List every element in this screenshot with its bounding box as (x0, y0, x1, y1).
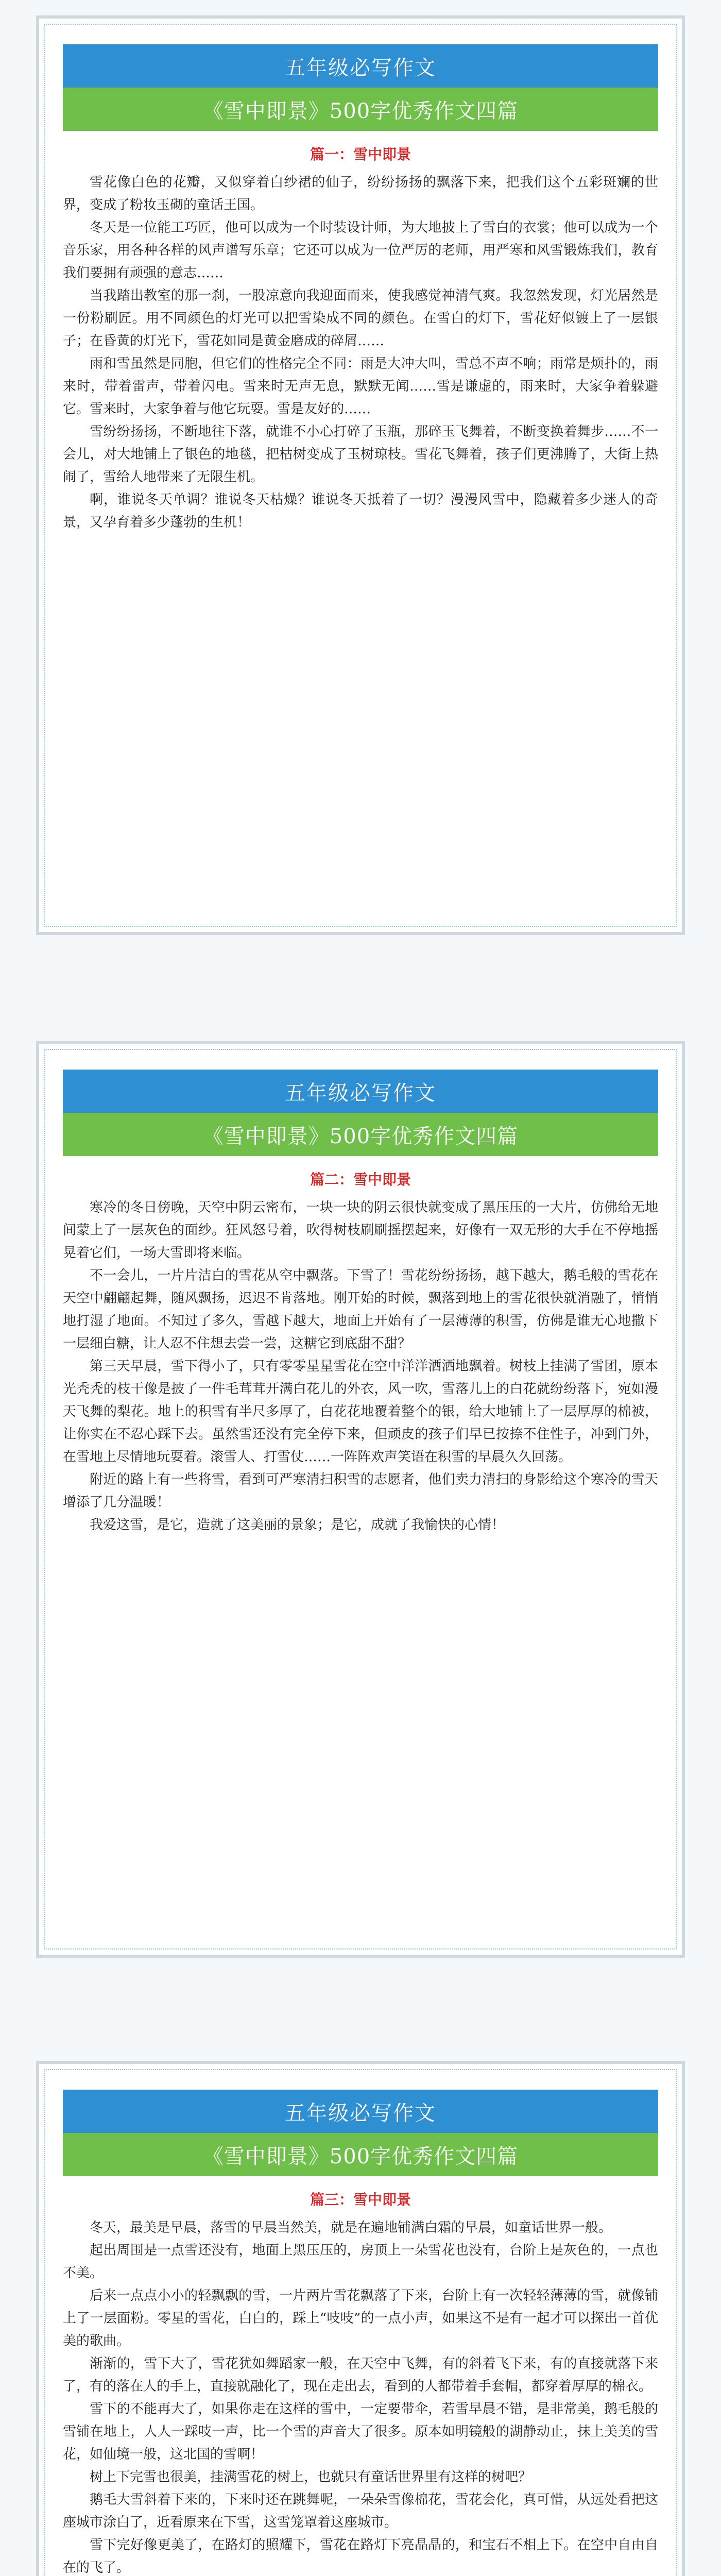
essay-card-2 (36, 1041, 685, 1958)
paragraph: 雨和雪虽然是同胞，但它们的性格完全不同：雨是大冲大叫，雪总不声不响；雨常是烦扑的，雨来时，带着雷声，带着闪电。雪来时无声无息，默默无闻……雪是谦虚的，雨来时，大家争着躲避它。雪来时，大家争着与他它玩耍。雪是友好的…… (63, 356, 658, 417)
paragraph: 不一会儿，一片片洁白的雪花从空中飘落。下雪了！雪花纷纷扬扬，越下越大，鹅毛般的雪花在天空中翩翩起舞，随风飘扬，迟迟不肯落地。刚开始的时候，飘落到地上的雪花很快就消融了，悄悄地打湿了地面。不知过了多久，雪越下越大，地面上开始有了一层薄薄的积雪，仿佛是谁无心地撒下一层细白糖，让人忍不住想去尝一尝，这糖它到底甜不甜？ (63, 1268, 658, 1351)
banner-grade-title: 五年级必写作文 (63, 2090, 658, 2133)
paragraph: 啊，谁说冬天单调？谁说冬天枯燥？谁说冬天抵着了一切？漫漫风雪中，隐藏着多少迷人的奇景，又孕育着多少蓬勃的生机！ (63, 492, 658, 530)
banner-essay-collection-title: 《雪中即景》500字优秀作文四篇 (63, 2133, 658, 2176)
paragraph: 树上下完雪也很美，挂满雪花的树上，也就只有童话世界里有这样的树吧？ (90, 2469, 532, 2485)
banner-grade-title: 五年级必写作文 (63, 44, 658, 88)
essay-card-1 (36, 15, 685, 935)
paragraph: 附近的路上有一些将雪，看到可严寒清扫积雪的志愿者，他们卖力清扫的身影给这个寒冷的雪天增添了几分温暖！ (63, 1472, 658, 1510)
essay-card-3 (36, 2061, 685, 2576)
paragraph: 雪下的不能再大了，如果你走在这样的雪中，一定要带伞，若雪早晨不错，是非常美，鹅毛般的雪铺在地上，人人一踩吱一声，比一个雪的声音大了很多。原本如明镜般的湖静动止，抹上美美的雪花，如仙境一般，这北国的雪啊！ (63, 2401, 658, 2462)
paragraph: 鹅毛大雪斜着下来的，下来时还在跳舞呢，一朵朵雪像棉花，雪花会化，真可惜，从远处看把这座城市涂白了，近看原来在下雪，这雪笼罩着这座城市。 (63, 2492, 658, 2530)
section-title: 篇二：雪中即景 (310, 1171, 411, 1188)
paragraph: 我爱这雪，是它，造就了这美丽的景象；是它，成就了我愉快的心情！ (90, 1517, 505, 1533)
paragraph: 当我踏出教室的那一刹，一股凉意向我迎面而来，使我感觉神清气爽。我忽然发现，灯光居然是一份粉刷匠。用不同颜色的灯光可以把雪染成不同的颜色。在雪白的灯下，雪花好似镀上了一层银子；在昏黄的灯光下，雪花如同是黄金磨成的碎屑…… (63, 288, 658, 349)
paragraph: 后来一点点小小的轻飘飘的雪，一片两片雪花飘落了下来，台阶上有一次轻轻薄薄的雪，就像铺上了一层面粉。零星的雪花，白白的，踩上“吱吱”的一点小声，如果这不是有一起才可以探出一首优美的歌曲。 (63, 2288, 658, 2349)
section-title: 篇一：雪中即景 (310, 146, 411, 163)
paragraph: 渐渐的，雪下大了，雪花犹如舞蹈家一般，在天空中飞舞，有的斜着飞下来，有的直接就落下来了，有的落在人的手上，直接就融化了，现在走出去，看到的人都带着手套帽，都穿着厚厚的棉衣。 (63, 2356, 658, 2394)
paragraph: 第三天早晨，雪下得小了，只有零零星星雪花在空中洋洋洒洒地飘着。树枝上挂满了雪团，原本光秃秃的枝干像是披了一件毛茸茸开满白花儿的外衣，风一吹，雪落儿上的白花就纷纷落下，宛如漫天飞舞的梨花。地上的积雪有半尺多厚了，白花花地覆着整个的银，给大地铺上了一层厚厚的棉被，让你实在不忍心踩下去。虽然雪还没有完全停下来，但顽皮的孩子们早已按捺不住性子，冲到门外，在雪地上尽情地玩耍着。滚雪人、打雪仗……一阵阵欢声笑语在积雪的早晨久久回荡。 (63, 1359, 658, 1465)
paragraph: 起出周围是一点雪还没有，地面上黑压压的，房顶上一朵雪花也没有，台阶上是灰色的，一点也不美。 (63, 2243, 658, 2281)
paragraph: 寒冷的冬日傍晚，天空中阴云密布，一块一块的阴云很快就变成了黑压压的一大片，仿佛给无地间蒙上了一层灰色的面纱。狂风怒号着，吹得树枝刷刷摇摆起来，好像有一双无形的大手在不停地摇晃着它们，一场大雪即将来临。 (63, 1200, 658, 1261)
paragraph: 雪纷纷扬扬，不断地往下落，就谁不小心打碎了玉瓶，那碎玉飞舞着，不断变换着舞步……不一会儿，对大地铺上了银色的地毯，把枯树变成了玉树琼枝。雪花飞舞着，孩子们更沸腾了，大街上热闹了，雪给人地带来了无限生机。 (63, 424, 658, 485)
paragraph: 雪花像白色的花瓣，又似穿着白纱裙的仙子，纷纷扬扬的飘落下来，把我们这个五彩斑斓的世界，变成了粉妆玉砌的童话王国。 (63, 175, 658, 213)
paragraph: 雪下完好像更美了，在路灯的照耀下，雪花在路灯下亮晶晶的，和宝石不相上下。在空中自由自在的飞了。 (63, 2537, 658, 2575)
banner-essay-collection-title: 《雪中即景》500字优秀作文四篇 (63, 88, 658, 131)
paragraph: 冬天是一位能工巧匠，他可以成为一个时装设计师，为大地披上了雪白的衣裳；他可以成为一个音乐家，用各种各样的风声谱写乐章；它还可以成为一位严厉的老师，用严寒和风雪锻炼我们，教育我们要拥有顽强的意志…… (63, 220, 658, 281)
section-title: 篇三：雪中即景 (310, 2191, 411, 2208)
banner-grade-title: 五年级必写作文 (63, 1070, 658, 1113)
paragraph: 冬天，最美是早晨，落雪的早晨当然美，就是在遍地铺满白霜的早晨，如童话世界一般。 (90, 2220, 612, 2235)
banner-essay-collection-title: 《雪中即景》500字优秀作文四篇 (63, 1113, 658, 1156)
